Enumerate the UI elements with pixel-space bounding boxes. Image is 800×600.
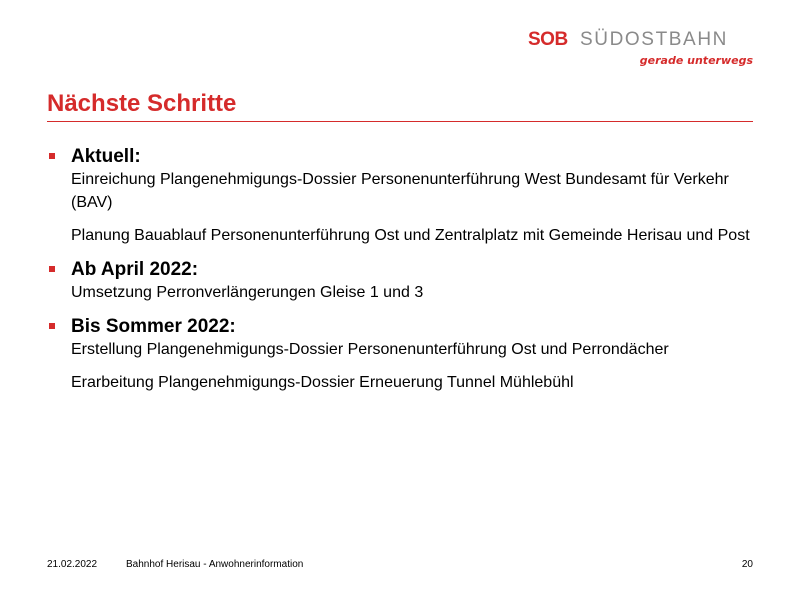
slide-content (47, 146, 753, 394)
bullet-square-icon (49, 323, 55, 329)
logo-company-name: SÜDOSTBAHN (580, 29, 728, 50)
page-number: 20 (741, 559, 753, 570)
bullet-paragraph: Planung Bauablauf Personenunterführung Ost und Zentralplatz mit Gemeinde Herisau und Post (71, 227, 750, 244)
footer-date: 21.02.2022 (47, 559, 98, 570)
bullet-paragraph: Einreichung Plangenehmigungs-Dossier Personenunterführung West Bundesamt für Verkehr (BAV) (71, 171, 729, 211)
logo-sob-mark: SOB (528, 29, 568, 50)
bullet-item (47, 316, 753, 394)
bullet-item (47, 259, 753, 304)
bullet-heading: Aktuell: (71, 146, 141, 167)
bullet-heading: Bis Sommer 2022: (71, 316, 236, 337)
title-divider (47, 121, 753, 122)
bullet-paragraph: Erstellung Plangenehmigungs-Dossier Personenunterführung Ost und Perrondächer (71, 341, 669, 358)
bullet-square-icon (49, 266, 55, 272)
logo-tagline: gerade unterwegs (639, 54, 753, 67)
slide-title: Nächste Schritte (47, 90, 237, 117)
bullet-heading: Ab April 2022: (71, 259, 199, 280)
bullet-square-icon (49, 153, 55, 159)
sob-logo (528, 30, 753, 70)
bullet-paragraph: Erarbeitung Plangenehmigungs-Dossier Erneuerung Tunnel Mühlebühl (71, 374, 574, 391)
bullet-paragraph: Umsetzung Perronverlängerungen Gleise 1 und 3 (71, 284, 424, 301)
bullet-item (47, 146, 753, 247)
footer-title: Bahnhof Herisau - Anwohnerinformation (126, 559, 304, 570)
